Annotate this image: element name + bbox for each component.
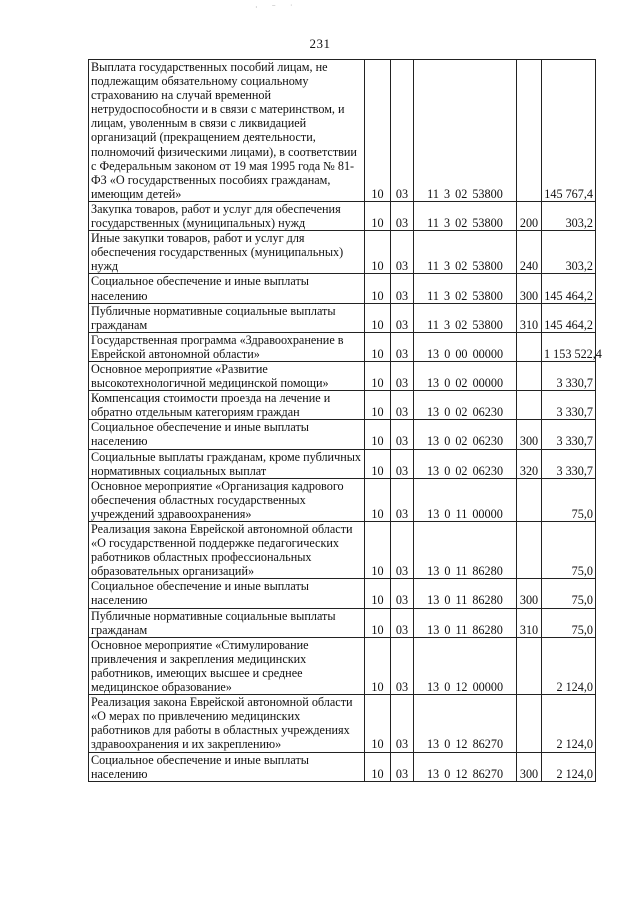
row-section-code: 10: [365, 361, 391, 390]
table-row: [89, 637, 596, 694]
row-amount: 145 767,4: [542, 60, 596, 202]
table-row: [89, 752, 596, 781]
row-section-code: 10: [365, 420, 391, 449]
table-row: [89, 201, 596, 230]
row-name: Закупка товаров, работ и услуг для обеспечения государственных (муниципальных) нужд: [89, 201, 365, 230]
row-target-article-code: 13 0 00 00000: [414, 332, 517, 361]
row-amount: 75,0: [542, 478, 596, 521]
row-amount: 303,2: [542, 201, 596, 230]
table-row: [89, 449, 596, 478]
row-target-article-code: 13 0 02 00000: [414, 361, 517, 390]
row-expense-type-code: [517, 522, 542, 579]
row-expense-type-code: 300: [517, 274, 542, 303]
row-name: Реализация закона Еврейской автономной области «О государственной поддержке педагогических работников областных профессиональных образовательных организаций»: [89, 522, 365, 579]
row-subsection-code: 03: [391, 579, 414, 608]
scan-marks: · ⁻ ˙: [255, 3, 299, 12]
row-expense-type-code: [517, 60, 542, 202]
row-amount: 145 464,2: [542, 303, 596, 332]
row-section-code: 10: [365, 637, 391, 694]
row-expense-type-code: 300: [517, 420, 542, 449]
row-expense-type-code: [517, 361, 542, 390]
row-amount: 2 124,0: [542, 695, 596, 752]
row-subsection-code: 03: [391, 695, 414, 752]
row-target-article-code: 13 0 12 00000: [414, 637, 517, 694]
table-row: [89, 303, 596, 332]
row-subsection-code: 03: [391, 391, 414, 420]
row-target-article-code: 13 0 11 86280: [414, 579, 517, 608]
row-section-code: 10: [365, 231, 391, 274]
row-expense-type-code: [517, 391, 542, 420]
row-name: Компенсация стоимости проезда на лечение и обратно отдельным категориям граждан: [89, 391, 365, 420]
row-expense-type-code: 310: [517, 608, 542, 637]
row-expense-type-code: [517, 695, 542, 752]
row-subsection-code: 03: [391, 420, 414, 449]
row-target-article-code: 13 0 12 86270: [414, 695, 517, 752]
row-expense-type-code: [517, 478, 542, 521]
table-row: [89, 391, 596, 420]
row-expense-type-code: [517, 332, 542, 361]
row-name: Государственная программа «Здравоохранение в Еврейской автономной области»: [89, 332, 365, 361]
row-expense-type-code: 320: [517, 449, 542, 478]
row-subsection-code: 03: [391, 60, 414, 202]
table-row: [89, 274, 596, 303]
row-amount: 3 330,7: [542, 361, 596, 390]
row-section-code: 10: [365, 752, 391, 781]
row-target-article-code: 11 3 02 53800: [414, 201, 517, 230]
row-name: Реализация закона Еврейской автономной области «О мерах по привлечению медицинских работников для работы в областных учреждениях здравоохранения и их закреплению»: [89, 695, 365, 752]
row-amount: 2 124,0: [542, 752, 596, 781]
table-row: [89, 522, 596, 579]
row-section-code: 10: [365, 274, 391, 303]
row-section-code: 10: [365, 201, 391, 230]
row-target-article-code: 13 0 11 00000: [414, 478, 517, 521]
row-amount: 75,0: [542, 608, 596, 637]
row-target-article-code: 13 0 12 86270: [414, 752, 517, 781]
row-amount: 75,0: [542, 579, 596, 608]
row-name: Иные закупки товаров, работ и услуг для обеспечения государственных (муниципальных) нужд: [89, 231, 365, 274]
table-row: [89, 332, 596, 361]
row-section-code: 10: [365, 695, 391, 752]
row-name: Выплата государственных пособий лицам, не подлежащим обязательному социальному страхованию на случай временной нетрудоспособности и в связи с материнством, и лицам, уволенным в связи с ликвидацией организаций (прекращением деятельности, полномочий физическими лицами), в соответствии с Федеральным законом от 19 мая 1995 года № 81-ФЗ «О государственных пособиях гражданам, имеющим детей»: [89, 60, 365, 202]
row-expense-type-code: [517, 637, 542, 694]
row-subsection-code: 03: [391, 303, 414, 332]
row-subsection-code: 03: [391, 231, 414, 274]
row-name: Публичные нормативные социальные выплаты гражданам: [89, 608, 365, 637]
row-name: Основное мероприятие «Организация кадрового обеспечения областных государственных учреждений здравоохранения»: [89, 478, 365, 521]
row-expense-type-code: 300: [517, 579, 542, 608]
row-target-article-code: 13 0 02 06230: [414, 449, 517, 478]
row-section-code: 10: [365, 391, 391, 420]
table-body: [89, 60, 602, 782]
table-row: [89, 361, 596, 390]
row-name: Социальное обеспечение и иные выплаты населению: [89, 752, 365, 781]
table-row: [89, 420, 596, 449]
table-row: [89, 60, 596, 202]
row-expense-type-code: 310: [517, 303, 542, 332]
row-target-article-code: 13 0 02 06230: [414, 391, 517, 420]
row-target-article-code: 13 0 11 86280: [414, 608, 517, 637]
row-target-article-code: 11 3 02 53800: [414, 303, 517, 332]
page-number: 231: [309, 36, 331, 51]
row-section-code: 10: [365, 522, 391, 579]
row-section-code: 10: [365, 60, 391, 202]
row-amount: 3 330,7: [542, 420, 596, 449]
row-section-code: 10: [365, 579, 391, 608]
table-row: [89, 231, 596, 274]
row-amount: 75,0: [542, 522, 596, 579]
row-section-code: 10: [365, 332, 391, 361]
row-subsection-code: 03: [391, 449, 414, 478]
row-amount: 145 464,2: [542, 274, 596, 303]
row-expense-type-code: 200: [517, 201, 542, 230]
row-amount: 2 124,0: [542, 637, 596, 694]
row-section-code: 10: [365, 608, 391, 637]
row-expense-type-code: 300: [517, 752, 542, 781]
row-subsection-code: 03: [391, 752, 414, 781]
row-section-code: 10: [365, 478, 391, 521]
row-subsection-code: 03: [391, 201, 414, 230]
row-amount: 3 330,7: [542, 449, 596, 478]
row-subsection-code: 03: [391, 637, 414, 694]
table-row: [89, 695, 596, 752]
table-row: [89, 608, 596, 637]
row-amount: 303,2: [542, 231, 596, 274]
row-name: Основное мероприятие «Развитие высокотехнологичной медицинской помощи»: [89, 361, 365, 390]
row-subsection-code: 03: [391, 361, 414, 390]
row-target-article-code: 13 0 11 86280: [414, 522, 517, 579]
table-row: [89, 579, 596, 608]
row-section-code: 10: [365, 303, 391, 332]
row-target-article-code: 11 3 02 53800: [414, 274, 517, 303]
row-section-code: 10: [365, 449, 391, 478]
row-name: Публичные нормативные социальные выплаты гражданам: [89, 303, 365, 332]
row-name: Социальные выплаты гражданам, кроме публичных нормативных социальных выплат: [89, 449, 365, 478]
row-target-article-code: 11 3 02 53800: [414, 60, 517, 202]
row-name: Социальное обеспечение и иные выплаты населению: [89, 274, 365, 303]
row-name: Социальное обеспечение и иные выплаты населению: [89, 420, 365, 449]
row-name: Социальное обеспечение и иные выплаты населению: [89, 579, 365, 608]
row-target-article-code: 11 3 02 53800: [414, 231, 517, 274]
row-amount: 1 153 522,4: [542, 332, 596, 361]
row-subsection-code: 03: [391, 522, 414, 579]
row-target-article-code: 13 0 02 06230: [414, 420, 517, 449]
table-row: [89, 478, 596, 521]
row-subsection-code: 03: [391, 274, 414, 303]
row-expense-type-code: 240: [517, 231, 542, 274]
row-name: Основное мероприятие «Стимулирование привлечения и закрепления медицинских работников, имеющих высшее и среднее медицинское образование»: [89, 637, 365, 694]
budget-table: [88, 59, 602, 782]
row-subsection-code: 03: [391, 608, 414, 637]
row-amount: 3 330,7: [542, 391, 596, 420]
row-subsection-code: 03: [391, 332, 414, 361]
row-subsection-code: 03: [391, 478, 414, 521]
